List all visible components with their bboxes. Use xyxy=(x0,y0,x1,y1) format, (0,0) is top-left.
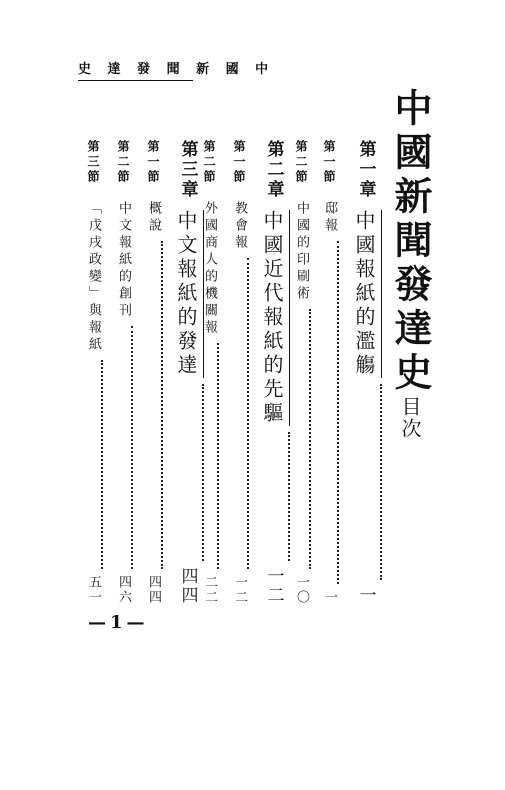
toc-title: 中國報紙的濫觴 xyxy=(350,210,382,378)
toc-page: 五一 xyxy=(86,575,101,605)
toc-page: 一 xyxy=(355,586,376,605)
toc-label: 第一章 xyxy=(355,140,376,200)
toc-label: 第三節 xyxy=(86,140,100,185)
toc-entry xyxy=(320,140,339,605)
toc-label: 第一節 xyxy=(322,140,336,185)
toc-title: 中國的印刷術 xyxy=(294,201,309,303)
toc-entry xyxy=(292,140,311,605)
toc-page: 一〇 xyxy=(294,575,309,605)
toc-entry xyxy=(84,140,103,605)
toc-title: 「戊戌政變」與報紙 xyxy=(86,201,101,354)
toc-entry xyxy=(144,140,163,605)
toc-leader xyxy=(202,384,204,561)
toc-title: 概說 xyxy=(146,201,161,235)
toc-entry xyxy=(350,140,382,605)
toc-leader xyxy=(380,384,382,580)
toc-label: 第三章 xyxy=(177,140,198,200)
toc-title: 外國商人的機關報 xyxy=(202,201,217,337)
toc-leader xyxy=(217,343,219,569)
toc-leader xyxy=(101,360,103,569)
toc-entry xyxy=(258,140,290,605)
toc-leader xyxy=(309,309,311,569)
toc-label: 第二節 xyxy=(294,140,308,185)
toc-label: 第二節 xyxy=(116,140,130,185)
toc-label: 第二章 xyxy=(263,140,284,200)
toc-label: 第二節 xyxy=(202,140,216,185)
toc-leader xyxy=(288,432,290,561)
toc-page: 二二 xyxy=(202,575,217,605)
toc-label: 第一節 xyxy=(232,140,246,185)
toc-entry xyxy=(114,140,133,605)
page-number: —1— xyxy=(88,612,149,633)
toc-entry xyxy=(230,140,249,605)
toc-title: 中文報紙的創刊 xyxy=(116,201,131,320)
toc-title: 中國近代報紙的先驅 xyxy=(258,210,290,426)
toc-page: 一 xyxy=(322,590,337,605)
book-title-sub: 目次 xyxy=(398,396,422,440)
toc-leader xyxy=(247,258,249,569)
toc-page: 一二 xyxy=(263,567,284,605)
toc-page: 四六 xyxy=(116,575,131,605)
toc-title: 教會報 xyxy=(232,201,247,252)
toc-leader xyxy=(131,326,133,569)
toc-page: 一二 xyxy=(232,575,247,605)
toc-page: 四四 xyxy=(177,567,198,605)
toc-leader xyxy=(161,241,163,569)
running-head: 史 達 發 聞 新 國 中 xyxy=(78,58,193,81)
book-title-main: 中國新聞發達史 xyxy=(388,88,433,396)
toc-title: 中文報紙的發達 xyxy=(172,210,204,378)
toc-entry xyxy=(172,140,204,605)
toc-title: 邸報 xyxy=(322,201,337,235)
toc-leader xyxy=(337,241,339,584)
toc-label: 第一節 xyxy=(146,140,160,185)
toc-page: 四四 xyxy=(146,575,161,605)
